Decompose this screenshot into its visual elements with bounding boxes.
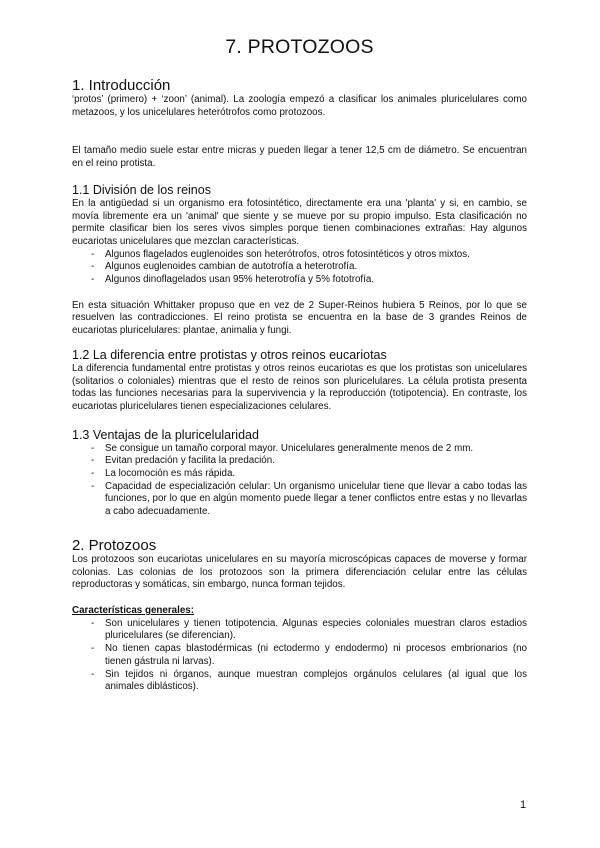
- bullet-dash: -: [91, 248, 95, 260]
- list-item: - No tienen capas blastodérmicas (ni ectodermo y endodermo) ni procesos embrionarios (no tienen gástrula ni larvas).: [91, 643, 527, 667]
- section-2-subheading: Características generales:: [72, 604, 194, 616]
- bullet-dash: -: [91, 261, 95, 273]
- section-1-paragraph-2: El tamaño medio suele estar entre micras y pueden llegar a tener 12,5 cm de diámetro. Se encuentran en el reino protista.: [72, 145, 527, 170]
- list-item: - Algunos flagelados euglenoides son heterótrofos, otros fotosintéticos y otros mixtos.: [91, 248, 470, 260]
- section-1-2-paragraph-1: La diferencia fundamental entre protistas y otros reinos eucariotas es que los protistas son unicelulares (solitarios o coloniales) mientras que el resto de reinos son pluricelulares. La célula protista presenta todas las funciones necesarias para la supervivencia y la reproducción (totipotencia). En contraste, los eucariotas pluricelulares tienen especializaciones celulares.: [72, 362, 527, 412]
- section-1-paragraph-1: ‘protos’ (primero) + ‘zoon’ (animal). La zoología empezó a clasificar los animales pluricelulares como metazoos, y los unicelulares heterótrofos como protozoos.: [72, 94, 527, 118]
- list-item: - Son unicelulares y tienen totipotencia. Algunas especies coloniales muestran claros estadios pluricelulares (se diferencian).: [91, 617, 527, 642]
- section-1-1-list: [72, 249, 527, 287]
- section-1-1-heading: 1.1 División de los reinos: [72, 182, 211, 197]
- bullet-dash: -: [91, 442, 95, 454]
- bullet-dash: -: [91, 480, 95, 492]
- section-1-3-list: [72, 443, 527, 519]
- bullet-dash: -: [91, 455, 95, 467]
- bullet-dash: -: [91, 668, 95, 680]
- list-item: - La locomoción es más rápida.: [91, 468, 236, 480]
- list-item: - Algunos euglenoides cambian de autotrofía a heterotrofía.: [91, 261, 358, 273]
- bullet-dash: -: [91, 468, 95, 480]
- page-number: 1: [520, 799, 527, 811]
- section-1-2-heading: 1.2 La diferencia entre protistas y otros reinos eucariotas: [72, 347, 387, 362]
- section-2-paragraph-1: Los protozoos son eucariotas unicelulares en su mayoría microscópicas capaces de moverse y formar colonias. Las colonias de los protozoos son la primera diferenciación celular entre las células reproductoras y somáticas, sin embargo, nunca forman tejidos.: [72, 553, 527, 591]
- list-item: - Capacidad de especialización celular: Un organismo unicelular tiene que llevar a cabo todas las funciones, por lo que en algún momento puede llegar a tener conflictos entre estas y no llevarlas a cabo adecuadamente.: [91, 480, 527, 518]
- page-title: 7. PROTOZOOS: [225, 36, 374, 58]
- list-item: - Algunos dinoflagelados usan 95% heterotrofía y 5% fototrofía.: [91, 274, 375, 286]
- bullet-dash: -: [91, 617, 95, 629]
- section-2-list: [72, 618, 527, 694]
- list-item: - Evitan predación y facilita la predación.: [91, 455, 275, 467]
- bullet-dash: -: [91, 274, 95, 286]
- bullet-dash: -: [91, 643, 95, 655]
- list-item: - Sin tejidos ni órganos, aunque muestran complejos orgánulos celulares (al igual que los animales diblásticos).: [91, 668, 527, 693]
- section-1-1-paragraph-2: En esta situación Whittaker propuso que en vez de 2 Super-Reinos hubiera 5 Reinos, por lo que se resuelven las contradicciones. El reino protista se encuentra en la base de 3 grandes Reinos de eucariotas pluricelulares: plantae, animalia y fungi.: [72, 299, 527, 337]
- section-2-heading: 2. Protozoos: [72, 536, 157, 554]
- section-1-3-heading: 1.3 Ventajas de la pluricelularidad: [72, 427, 259, 442]
- list-item: - Se consigue un tamaño corporal mayor. Unicelulares generalmente menos de 2 mm.: [91, 442, 474, 454]
- section-1-heading: 1. Introducción: [72, 77, 171, 94]
- section-1-1-paragraph-1: En la antigüedad si un organismo era fotosintético, directamente era una 'planta' y si, en cambio, se movía libremente era un 'animal' que siente y se mueve por su propio impulso. Esta clasificación no permite clasificar bien los seres vivos simples porque tienen combinaciones extrañas: Hay algunos eucariotas unicelulares que mezclan características.: [72, 197, 527, 247]
- document-page: [72, 36, 527, 694]
